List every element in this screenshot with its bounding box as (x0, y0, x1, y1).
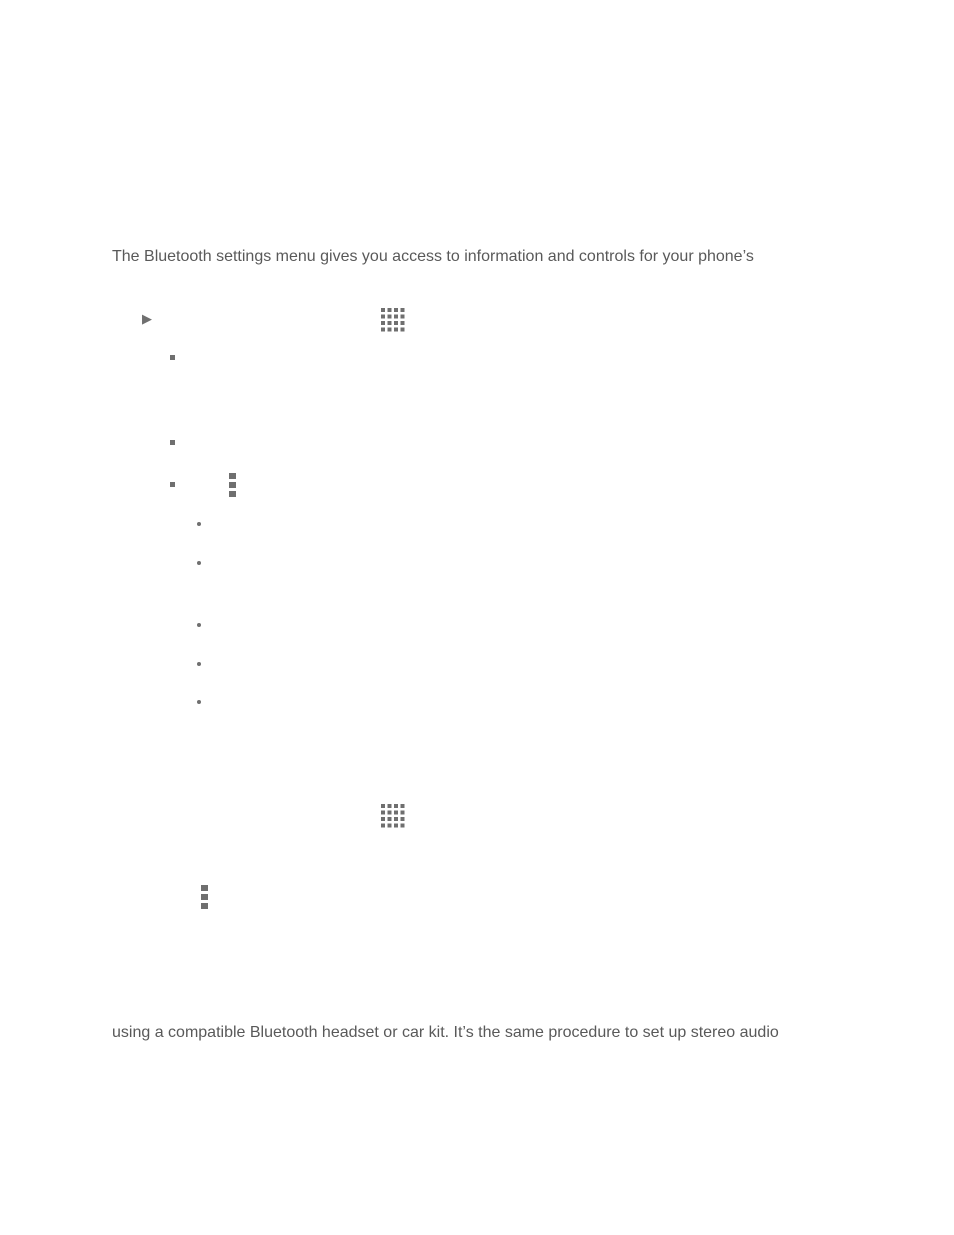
intro-text: The Bluetooth settings menu gives you access to information and controls for your phone’s (112, 248, 754, 265)
round-bullet-icon (197, 623, 201, 627)
apps-grid-icon (380, 307, 406, 333)
square-bullet-icon (170, 440, 175, 445)
round-bullet-icon (197, 700, 201, 704)
round-bullet-icon (197, 662, 201, 666)
menu-icon (229, 473, 237, 497)
step-arrow-icon: ▶ (142, 311, 152, 326)
menu-icon (201, 885, 209, 909)
apps-grid-icon (380, 803, 406, 829)
round-bullet-icon (197, 522, 201, 526)
square-bullet-icon (170, 482, 175, 487)
round-bullet-icon (197, 561, 201, 565)
pairing-text: using a compatible Bluetooth headset or car kit. It’s the same procedure to set up stereo audio (112, 1024, 779, 1041)
square-bullet-icon (170, 355, 175, 360)
